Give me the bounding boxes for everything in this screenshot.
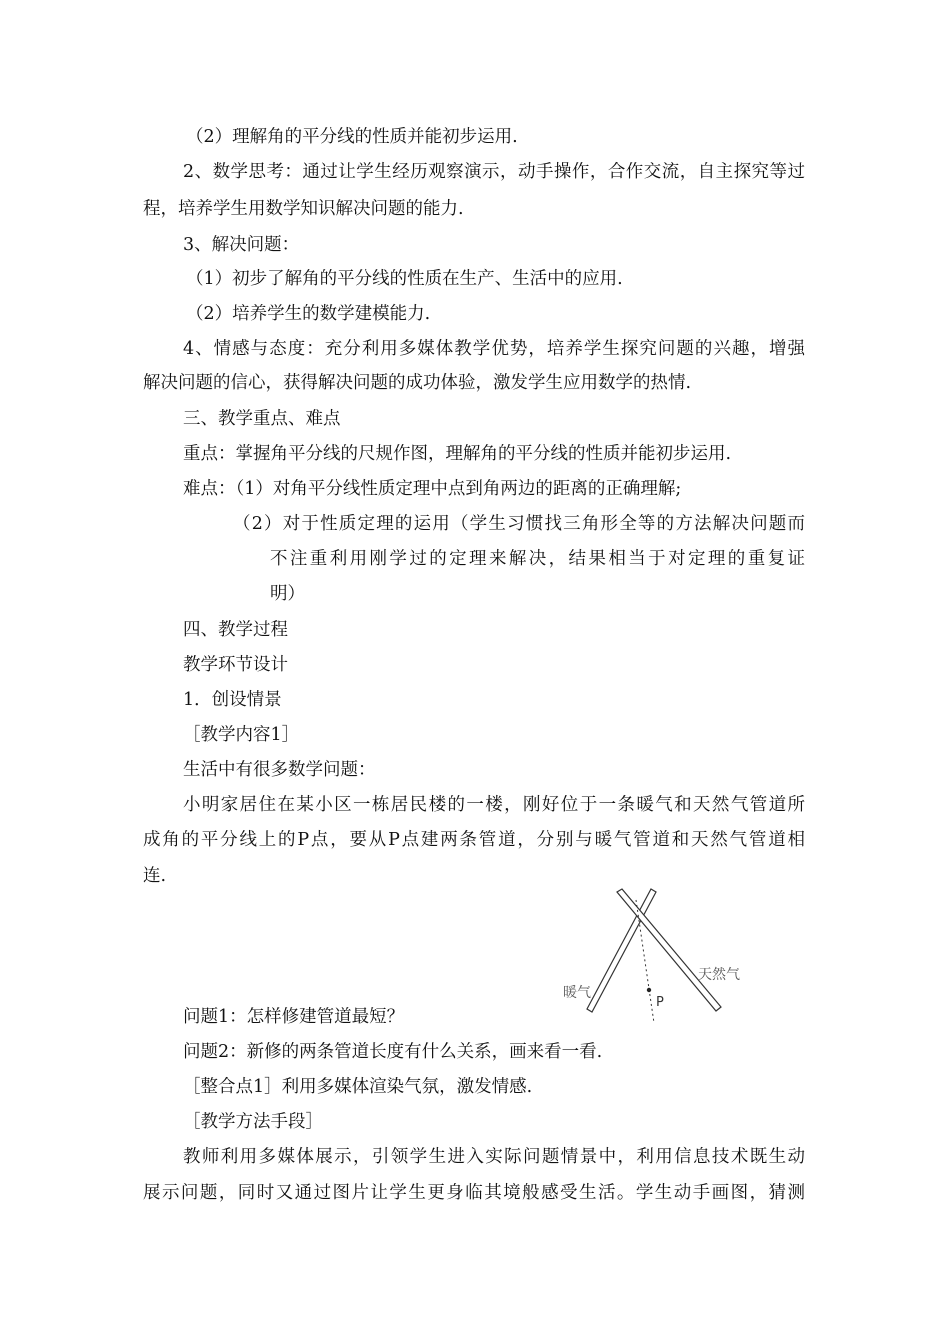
text-line: 展示问题，同时又通过图片让学生更身临其境般感受生活。学生动手画图，猜测 (143, 1183, 805, 1203)
text-line: 重点：掌握角平分线的尺规作图，理解角的平分线的性质并能初步运用. (183, 444, 732, 464)
heating-label: 暖气 (563, 985, 591, 1001)
paragraph-scenario (143, 792, 805, 818)
text-line: 明） (270, 584, 305, 604)
heating-pipe (587, 889, 656, 1012)
gas-pipe (617, 889, 721, 1011)
text-line: 教师利用多媒体展示，引领学生进入实际问题情景中，利用信息技术既生动 (183, 1147, 805, 1167)
paragraph-attitude (143, 336, 805, 362)
text-line: （2）对于性质定理的运用（学生习惯找三角形全等的方法解决问题而 (233, 514, 805, 534)
paragraph-difficulty-2 (233, 511, 805, 537)
point-p (647, 988, 651, 992)
gas-label: 天然气 (698, 967, 740, 983)
paragraph-method-2 (143, 1180, 805, 1206)
text-line: （2）理解角的平分线的性质并能初步运用. (186, 127, 518, 147)
paragraph-method (143, 1144, 805, 1170)
text-line: 生活中有很多数学问题： (183, 760, 376, 780)
section-heading: 三、教学重点、难点 (183, 409, 341, 429)
text-line: 难点：（1）对角平分线性质定理中点到角两边的距离的正确理解; (183, 479, 682, 499)
text-line: ［整合点1］利用多媒体渲染气氛，激发情感. (183, 1077, 533, 1097)
text-line: ［教学方法手段］ (183, 1112, 323, 1132)
text-line: 2、数学思考：通过让学生经历观察演示，动手操作，合作交流，自主探究等过 (183, 162, 805, 182)
text-line: 教学环节设计 (183, 655, 288, 675)
text-line: 小明家居住在某小区一栋居民楼的一楼，刚好位于一条暖气和天然气管道所 (183, 795, 805, 815)
paragraph-difficulty-2b (270, 546, 805, 572)
text-line: 连. (143, 866, 167, 886)
section-heading: 四、教学过程 (183, 620, 288, 640)
paragraph-scenario-2 (143, 827, 805, 853)
text-line: 问题1：怎样修建管道最短？ (183, 1007, 405, 1027)
text-line: 解决问题的信心，获得解决问题的成功体验，激发学生应用数学的热情. (143, 373, 692, 393)
text-line: 成角的平分线上的P点，要从P点建两条管道，分别与暖气管道和天然气管道相 (143, 830, 805, 850)
text-line: 不注重利用刚学过的定理来解决，结果相当于对定理的重复证 (270, 549, 805, 569)
text-line: 程，培养学生用数学知识解决问题的能力. (143, 199, 464, 219)
point-p-label: P (656, 995, 664, 1010)
text-line: （2）培养学生的数学建模能力. (186, 304, 431, 324)
text-line: 3、解决问题： (183, 235, 300, 255)
pipe-figure (555, 883, 775, 1028)
text-line: （1）初步了解角的平分线的性质在生产、生活中的应用. (186, 269, 623, 289)
text-line: ［教学内容1］ (183, 725, 300, 745)
text-line: 问题2：新修的两条管道长度有什么关系，画来看一看. (183, 1042, 603, 1062)
paragraph-math-thinking (143, 159, 805, 185)
text-line: 4、情感与态度：充分利用多媒体教学优势，培养学生探究问题的兴趣，增强 (183, 339, 805, 359)
text-line: 1．创设情景 (183, 690, 282, 710)
